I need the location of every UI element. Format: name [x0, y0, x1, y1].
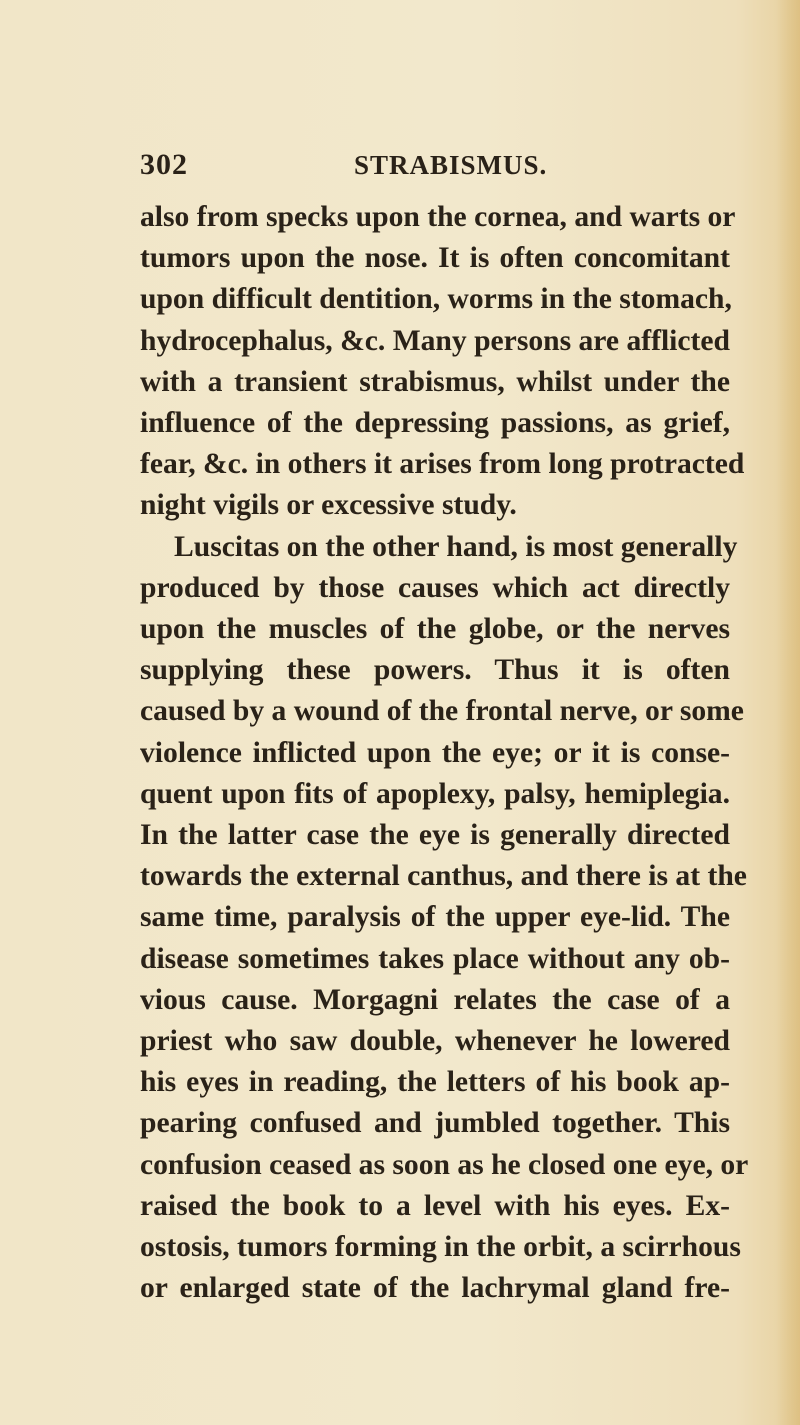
text-line: upon difficult dentition, worms in the stomach, [140, 283, 732, 316]
text-line: also from specks upon the cornea, and warts or [140, 201, 736, 233]
text-line: ostosis, tumors forming in the orbit, a scirrhous [140, 1231, 741, 1264]
text-line: produced by those causes which act directly [140, 571, 730, 604]
text-line: with a transient strabismus, whilst under the [140, 365, 730, 398]
text-line: hydrocephalus, &c. Many persons are afflicted [140, 324, 730, 357]
text-line: disease sometimes takes place without any ob- [140, 942, 730, 975]
page-header [140, 148, 730, 188]
text-line: raised the book to a level with his eyes. Ex- [140, 1189, 730, 1222]
text-line: same time, paralysis of the upper eye-lid. The [140, 901, 730, 934]
text-line: vious cause. Morgagni relates the case of a [140, 983, 730, 1016]
text-line: priest who saw double, whenever he lowered [140, 1025, 730, 1058]
text-line: upon the muscles of the globe, or the nerves [140, 613, 730, 646]
body-text [140, 197, 749, 1309]
text-line: night vigils or excessive study. [140, 489, 517, 522]
text-line: fear, &c. in others it arises from long protracted [140, 448, 745, 481]
text-line: quent upon fits of apoplexy, palsy, hemiplegia. [140, 777, 730, 810]
page-number: 302 [140, 148, 188, 181]
text-line: pearing confused and jumbled together. This [140, 1107, 730, 1140]
text-line: In the latter case the eye is generally directed [140, 819, 730, 852]
text-line: supplying these powers. Thus it is often [140, 654, 730, 687]
text-line: violence inflicted upon the eye; or it is conse- [140, 736, 730, 769]
text-line: or enlarged state of the lachrymal gland fre- [140, 1272, 730, 1305]
text-line: his eyes in reading, the letters of his book ap- [140, 1066, 730, 1099]
text-line: tumors upon the nose. It is often concomitant [140, 242, 730, 275]
text-line: towards the external canthus, and there is at the [140, 860, 747, 893]
text-line: caused by a wound of the frontal nerve, or some [140, 695, 744, 728]
text-line: Luscitas on the other hand, is most generally [174, 530, 738, 563]
page-edge-shading [776, 0, 800, 1425]
text-line: confusion ceased as soon as he closed one eye, or [140, 1148, 749, 1181]
running-head: STRABISMUS. [354, 150, 548, 180]
text-line: influence of the depressing passions, as grief, [140, 407, 730, 440]
